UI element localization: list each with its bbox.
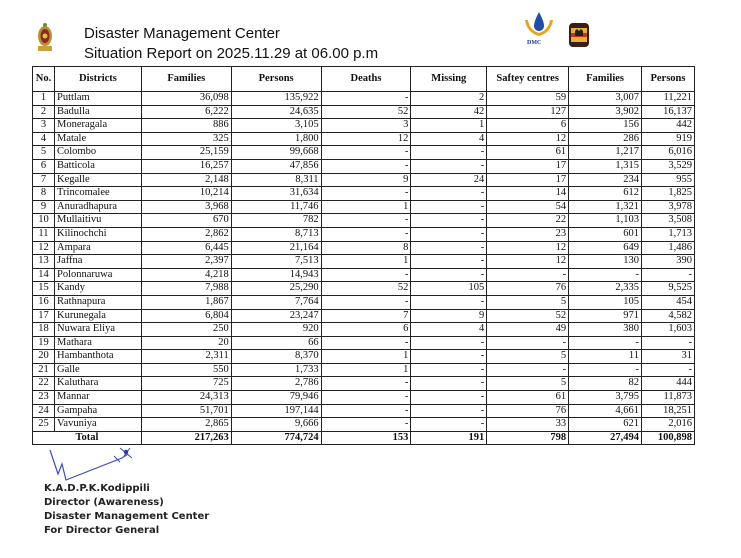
families-cell: 3,968 <box>141 200 231 214</box>
total-centre-families: 27,494 <box>569 431 642 445</box>
missing-cell: - <box>411 146 487 160</box>
safety-centres-cell: 23 <box>487 227 569 241</box>
centre-families-cell: 82 <box>569 377 642 391</box>
families-cell: 550 <box>141 363 231 377</box>
table-row <box>33 173 695 187</box>
safety-centres-cell: 33 <box>487 418 569 432</box>
safety-centres-cell: 49 <box>487 323 569 337</box>
centre-persons-cell: 2,016 <box>641 418 694 432</box>
centre-persons-cell: 11,873 <box>641 391 694 405</box>
table-row <box>33 159 695 173</box>
missing-cell: - <box>411 159 487 173</box>
table-row <box>33 336 695 350</box>
persons-cell: 21,164 <box>231 241 321 255</box>
district-name: Kegalle <box>54 173 141 187</box>
situation-report-table <box>32 66 695 445</box>
row-number: 20 <box>33 350 55 364</box>
safety-centres-cell: 17 <box>487 173 569 187</box>
total-missing: 191 <box>411 431 487 445</box>
row-number: 16 <box>33 295 55 309</box>
centre-persons-cell: 390 <box>641 255 694 269</box>
missing-cell: - <box>411 187 487 201</box>
dmc-hands-drop-icon <box>522 10 556 40</box>
deaths-cell: 52 <box>321 282 411 296</box>
families-cell: 2,397 <box>141 255 231 269</box>
persons-cell: 24,635 <box>231 105 321 119</box>
sri-lanka-emblem-icon <box>36 22 54 52</box>
centre-persons-cell: 1,713 <box>641 227 694 241</box>
column-header-deaths: Deaths <box>321 67 411 92</box>
families-cell: 24,313 <box>141 391 231 405</box>
persons-cell: 66 <box>231 336 321 350</box>
centre-families-cell: 1,321 <box>569 200 642 214</box>
persons-cell: 782 <box>231 214 321 228</box>
missing-cell: - <box>411 255 487 269</box>
families-cell: 16,257 <box>141 159 231 173</box>
centre-persons-cell: 442 <box>641 119 694 133</box>
centre-families-cell: 612 <box>569 187 642 201</box>
families-cell: 36,098 <box>141 92 231 106</box>
missing-cell: - <box>411 214 487 228</box>
signatory-on-behalf: For Director General <box>44 525 160 536</box>
district-name: Matale <box>54 132 141 146</box>
centre-persons-cell: 31 <box>641 350 694 364</box>
table-row <box>33 309 695 323</box>
families-cell: 6,445 <box>141 241 231 255</box>
district-name: Colombo <box>54 146 141 160</box>
deaths-cell: 6 <box>321 323 411 337</box>
persons-cell: 920 <box>231 323 321 337</box>
missing-cell: - <box>411 404 487 418</box>
safety-centres-cell: 61 <box>487 391 569 405</box>
centre-families-cell: 601 <box>569 227 642 241</box>
deaths-cell: - <box>321 404 411 418</box>
safety-centres-cell: 52 <box>487 309 569 323</box>
district-name: Badulla <box>54 105 141 119</box>
district-name: Puttlam <box>54 92 141 106</box>
safety-centres-cell: - <box>487 336 569 350</box>
row-number: 25 <box>33 418 55 432</box>
safety-centres-cell: 12 <box>487 241 569 255</box>
dmc-logo <box>522 10 556 46</box>
report-header <box>84 24 378 64</box>
column-header-districts: Districts <box>54 67 141 92</box>
row-number: 23 <box>33 391 55 405</box>
organization-title: Disaster Management Center <box>84 25 280 42</box>
centre-persons-cell: 16,137 <box>641 105 694 119</box>
families-cell: 2,148 <box>141 173 231 187</box>
total-centre-persons: 100,898 <box>641 431 694 445</box>
district-name: Polonnaruwa <box>54 268 141 282</box>
deaths-cell: - <box>321 159 411 173</box>
persons-cell: 79,946 <box>231 391 321 405</box>
deaths-cell: - <box>321 227 411 241</box>
families-cell: 20 <box>141 336 231 350</box>
persons-cell: 47,856 <box>231 159 321 173</box>
families-cell: 4,218 <box>141 268 231 282</box>
families-cell: 7,988 <box>141 282 231 296</box>
deaths-cell: - <box>321 214 411 228</box>
deaths-cell: - <box>321 336 411 350</box>
persons-cell: 11,746 <box>231 200 321 214</box>
safety-centres-cell: 12 <box>487 255 569 269</box>
district-name: Galle <box>54 363 141 377</box>
deaths-cell: 7 <box>321 309 411 323</box>
row-number: 14 <box>33 268 55 282</box>
district-name: Vavuniya <box>54 418 141 432</box>
district-name: Anuradhapura <box>54 200 141 214</box>
missing-cell: 9 <box>411 309 487 323</box>
table-row <box>33 404 695 418</box>
deaths-cell: - <box>321 146 411 160</box>
row-number: 15 <box>33 282 55 296</box>
table-row <box>33 241 695 255</box>
total-deaths: 153 <box>321 431 411 445</box>
report-title: Situation Report on 2025.11.29 at 06.00 p.m <box>84 45 379 62</box>
district-name: Nuwara Eliya <box>54 323 141 337</box>
centre-families-cell: 649 <box>569 241 642 255</box>
families-cell: 725 <box>141 377 231 391</box>
safety-centres-cell: 127 <box>487 105 569 119</box>
row-number: 9 <box>33 200 55 214</box>
deaths-cell: - <box>321 418 411 432</box>
families-cell: 250 <box>141 323 231 337</box>
district-name: Kandy <box>54 282 141 296</box>
table-row <box>33 214 695 228</box>
badge-logo-icon <box>568 22 590 48</box>
row-number: 18 <box>33 323 55 337</box>
centre-families-cell: 105 <box>569 295 642 309</box>
deaths-cell: 1 <box>321 363 411 377</box>
table-row <box>33 295 695 309</box>
row-number: 8 <box>33 187 55 201</box>
deaths-cell: 9 <box>321 173 411 187</box>
table-row <box>33 363 695 377</box>
centre-families-cell: 2,335 <box>569 282 642 296</box>
table-row <box>33 350 695 364</box>
families-cell: 6,804 <box>141 309 231 323</box>
row-number: 5 <box>33 146 55 160</box>
centre-persons-cell: 9,525 <box>641 282 694 296</box>
persons-cell: 2,786 <box>231 377 321 391</box>
column-header-safety-centres: Saftey centres <box>487 67 569 92</box>
safety-centres-cell: - <box>487 363 569 377</box>
table-row <box>33 418 695 432</box>
table-row <box>33 187 695 201</box>
deaths-cell: 1 <box>321 350 411 364</box>
centre-persons-cell: 3,508 <box>641 214 694 228</box>
centre-persons-cell: 919 <box>641 132 694 146</box>
table-row <box>33 391 695 405</box>
centre-persons-cell: 444 <box>641 377 694 391</box>
safety-centres-cell: 5 <box>487 377 569 391</box>
deaths-cell: 1 <box>321 255 411 269</box>
deaths-cell: - <box>321 268 411 282</box>
table-row <box>33 105 695 119</box>
centre-persons-cell: 1,825 <box>641 187 694 201</box>
row-number: 6 <box>33 159 55 173</box>
safety-centres-cell: - <box>487 268 569 282</box>
missing-cell: - <box>411 200 487 214</box>
families-cell: 2,862 <box>141 227 231 241</box>
centre-families-cell: 286 <box>569 132 642 146</box>
persons-cell: 25,290 <box>231 282 321 296</box>
column-header-families: Families <box>141 67 231 92</box>
district-name: Mathara <box>54 336 141 350</box>
centre-families-cell: 4,661 <box>569 404 642 418</box>
persons-cell: 1,800 <box>231 132 321 146</box>
table-row <box>33 200 695 214</box>
persons-cell: 3,105 <box>231 119 321 133</box>
row-number: 10 <box>33 214 55 228</box>
column-header-centre-families: Families <box>569 67 642 92</box>
row-number: 11 <box>33 227 55 241</box>
table-row <box>33 377 695 391</box>
families-cell: 670 <box>141 214 231 228</box>
row-number: 12 <box>33 241 55 255</box>
persons-cell: 23,247 <box>231 309 321 323</box>
table-row <box>33 92 695 106</box>
safety-centres-cell: 54 <box>487 200 569 214</box>
safety-centres-cell: 6 <box>487 119 569 133</box>
signatory-name: K.A.D.P.K.Kodippili <box>44 483 150 494</box>
persons-cell: 8,713 <box>231 227 321 241</box>
deaths-cell: - <box>321 391 411 405</box>
persons-cell: 99,668 <box>231 146 321 160</box>
centre-persons-cell: 3,978 <box>641 200 694 214</box>
district-name: Mannar <box>54 391 141 405</box>
signatory-designation: Director (Awareness) <box>44 497 164 508</box>
district-name: Mullaitivu <box>54 214 141 228</box>
centre-persons-cell: 4,582 <box>641 309 694 323</box>
families-cell: 25,159 <box>141 146 231 160</box>
centre-families-cell: 3,902 <box>569 105 642 119</box>
centre-families-cell: 380 <box>569 323 642 337</box>
total-persons: 774,724 <box>231 431 321 445</box>
centre-families-cell: 11 <box>569 350 642 364</box>
district-name: Moneragala <box>54 119 141 133</box>
missing-cell: - <box>411 350 487 364</box>
families-cell: 2,865 <box>141 418 231 432</box>
row-number: 1 <box>33 92 55 106</box>
centre-persons-cell: - <box>641 336 694 350</box>
total-label: Total <box>33 431 142 445</box>
centre-persons-cell: - <box>641 268 694 282</box>
table-header-row <box>33 67 695 92</box>
district-name: Rathnapura <box>54 295 141 309</box>
missing-cell: - <box>411 418 487 432</box>
total-safety-centres: 798 <box>487 431 569 445</box>
safety-centres-cell: 5 <box>487 295 569 309</box>
row-number: 17 <box>33 309 55 323</box>
centre-families-cell: 621 <box>569 418 642 432</box>
centre-families-cell: - <box>569 336 642 350</box>
district-name: Kilinochchi <box>54 227 141 241</box>
safety-centres-cell: 59 <box>487 92 569 106</box>
district-name: Hambanthota <box>54 350 141 364</box>
table-row <box>33 255 695 269</box>
table-row <box>33 227 695 241</box>
district-name: Ampara <box>54 241 141 255</box>
column-header-persons: Persons <box>231 67 321 92</box>
persons-cell: 7,764 <box>231 295 321 309</box>
table-row <box>33 146 695 160</box>
row-number: 4 <box>33 132 55 146</box>
deaths-cell: 12 <box>321 132 411 146</box>
missing-cell: - <box>411 295 487 309</box>
signature-block <box>44 482 209 538</box>
centre-persons-cell: 11,221 <box>641 92 694 106</box>
centre-families-cell: 971 <box>569 309 642 323</box>
persons-cell: 14,943 <box>231 268 321 282</box>
centre-persons-cell: 1,603 <box>641 323 694 337</box>
missing-cell: 2 <box>411 92 487 106</box>
missing-cell: 105 <box>411 282 487 296</box>
district-name: Gampaha <box>54 404 141 418</box>
persons-cell: 7,513 <box>231 255 321 269</box>
centre-families-cell: - <box>569 363 642 377</box>
families-cell: 2,311 <box>141 350 231 364</box>
deaths-cell: - <box>321 92 411 106</box>
centre-families-cell: 1,315 <box>569 159 642 173</box>
column-header-missing: Missing <box>411 67 487 92</box>
safety-centres-cell: 22 <box>487 214 569 228</box>
persons-cell: 9,666 <box>231 418 321 432</box>
deaths-cell: - <box>321 187 411 201</box>
missing-cell: - <box>411 377 487 391</box>
missing-cell: - <box>411 363 487 377</box>
centre-families-cell: 234 <box>569 173 642 187</box>
missing-cell: 4 <box>411 132 487 146</box>
persons-cell: 1,733 <box>231 363 321 377</box>
missing-cell: 24 <box>411 173 487 187</box>
missing-cell: - <box>411 336 487 350</box>
families-cell: 10,214 <box>141 187 231 201</box>
centre-families-cell: 130 <box>569 255 642 269</box>
missing-cell: - <box>411 227 487 241</box>
families-cell: 1,867 <box>141 295 231 309</box>
missing-cell: 42 <box>411 105 487 119</box>
total-families: 217,263 <box>141 431 231 445</box>
district-name: Kurunegala <box>54 309 141 323</box>
column-header-centre-persons: Persons <box>641 67 694 92</box>
safety-centres-cell: 17 <box>487 159 569 173</box>
row-number: 21 <box>33 363 55 377</box>
missing-cell: 4 <box>411 323 487 337</box>
row-number: 7 <box>33 173 55 187</box>
table-row <box>33 323 695 337</box>
signatory-organization: Disaster Management Center <box>44 511 210 522</box>
persons-cell: 197,144 <box>231 404 321 418</box>
centre-persons-cell: 955 <box>641 173 694 187</box>
safety-centres-cell: 14 <box>487 187 569 201</box>
centre-persons-cell: - <box>641 363 694 377</box>
dmc-logo-text: DMC <box>527 40 542 46</box>
total-row <box>33 431 695 445</box>
row-number: 19 <box>33 336 55 350</box>
safety-centres-cell: 76 <box>487 404 569 418</box>
table-body <box>33 92 695 432</box>
deaths-cell: - <box>321 377 411 391</box>
centre-persons-cell: 18,251 <box>641 404 694 418</box>
missing-cell: - <box>411 391 487 405</box>
centre-families-cell: 3,007 <box>569 92 642 106</box>
families-cell: 51,701 <box>141 404 231 418</box>
table-row <box>33 132 695 146</box>
row-number: 2 <box>33 105 55 119</box>
persons-cell: 31,634 <box>231 187 321 201</box>
centre-families-cell: 3,795 <box>569 391 642 405</box>
families-cell: 325 <box>141 132 231 146</box>
table-row <box>33 282 695 296</box>
centre-persons-cell: 6,016 <box>641 146 694 160</box>
deaths-cell: 1 <box>321 200 411 214</box>
row-number: 13 <box>33 255 55 269</box>
deaths-cell: 3 <box>321 119 411 133</box>
persons-cell: 8,370 <box>231 350 321 364</box>
district-name: Jaffna <box>54 255 141 269</box>
missing-cell: - <box>411 268 487 282</box>
centre-persons-cell: 3,529 <box>641 159 694 173</box>
safety-centres-cell: 5 <box>487 350 569 364</box>
families-cell: 886 <box>141 119 231 133</box>
deaths-cell: - <box>321 295 411 309</box>
missing-cell: 1 <box>411 119 487 133</box>
safety-centres-cell: 61 <box>487 146 569 160</box>
centre-families-cell: 156 <box>569 119 642 133</box>
row-number: 22 <box>33 377 55 391</box>
row-number: 3 <box>33 119 55 133</box>
missing-cell: - <box>411 241 487 255</box>
safety-centres-cell: 76 <box>487 282 569 296</box>
centre-persons-cell: 1,486 <box>641 241 694 255</box>
centre-families-cell: 1,103 <box>569 214 642 228</box>
deaths-cell: 8 <box>321 241 411 255</box>
district-name: Batticola <box>54 159 141 173</box>
column-header-no: No. <box>33 67 55 92</box>
district-name: Kaluthara <box>54 377 141 391</box>
district-name: Trincomalee <box>54 187 141 201</box>
table-row <box>33 268 695 282</box>
row-number: 24 <box>33 404 55 418</box>
persons-cell: 135,922 <box>231 92 321 106</box>
table-row <box>33 119 695 133</box>
persons-cell: 8,311 <box>231 173 321 187</box>
centre-families-cell: 1,217 <box>569 146 642 160</box>
deaths-cell: 52 <box>321 105 411 119</box>
centre-families-cell: - <box>569 268 642 282</box>
centre-persons-cell: 454 <box>641 295 694 309</box>
families-cell: 6,222 <box>141 105 231 119</box>
safety-centres-cell: 12 <box>487 132 569 146</box>
